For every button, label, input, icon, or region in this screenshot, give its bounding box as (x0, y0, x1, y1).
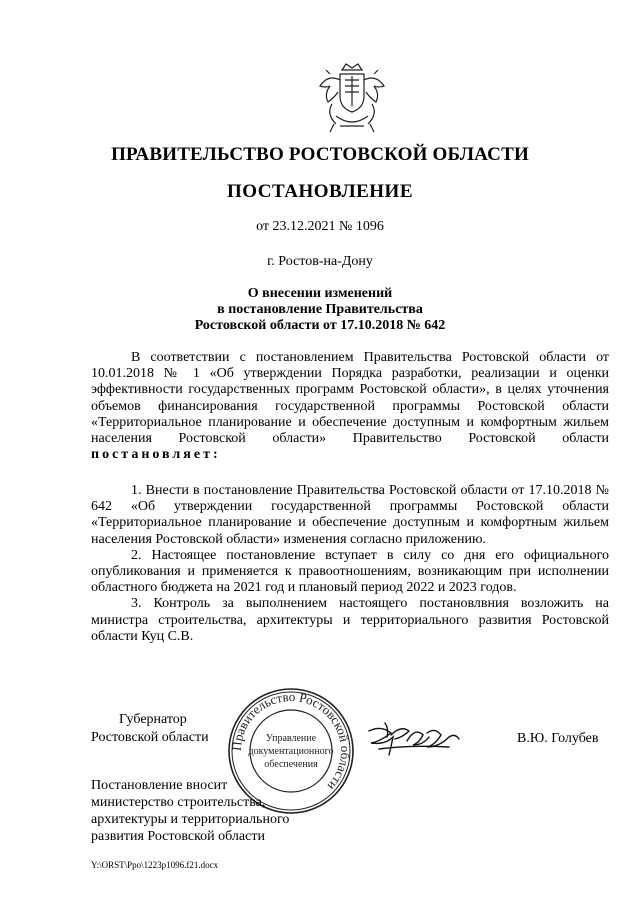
note-line: Постановление вносит (91, 778, 228, 793)
submitter-note (91, 777, 289, 845)
note-line: развития Ростовской области (91, 829, 265, 844)
resolution-item: 1. Внести в постановление Правительства Ростовской области от 17.10.2018 № 642 «Об утверждении государственной программы Ростовской области «Территориальное планирование и обеспечение доступным и комфортным жильем населения Ростовской области» изменения согласно приложению. (91, 483, 609, 547)
document-subject (0, 286, 640, 334)
signatory-name: В.Ю. Голубев (517, 731, 599, 746)
document-city: г. Ростов-на-Дону (267, 254, 373, 269)
stamp-ring-text: Правительство Ростовской области (228, 688, 354, 794)
signatory-region: Ростовской области (91, 730, 209, 745)
stamp-center-line: обеспечения (264, 759, 318, 770)
file-path: Y:\ORST\Ppo\1223p1096.f21.docx (91, 860, 219, 870)
note-line: министерство строительства, (91, 795, 266, 810)
subject-line: О внесении изменений (247, 286, 393, 301)
note-line: архитектуры и территориального (91, 812, 290, 827)
preamble (91, 350, 609, 463)
organization-title: ПРАВИТЕЛЬСТВО РОСТОВСКОЙ ОБЛАСТИ (111, 144, 529, 165)
decree-word: постановляет: (91, 447, 221, 463)
resolution-item: 2. Настоящее постановление вступает в силу со дня его официального опубликования и применяется к правоотношениям, возникающим при исполнении областного бюджета на 2021 год и плановый период 2022 и 2023 годов. (91, 547, 609, 596)
document-type: ПОСТАНОВЛЕНИЕ (226, 181, 414, 202)
preamble-text: В соответствии с постановлением Правительства Ростовской области от 10.01.2018 № 1 «Об утверждении Порядка разработки, реализации и оценки эффективности государственных программ Ростовской области», в целях уточнения объемов финансирования государственной программы Ростовской области «Территориальное планирование и обеспечение доступным и комфортным жильем населения Ростовской области» Правительство Ростовской области (91, 350, 609, 447)
stamp-center-line: документационного (248, 746, 334, 757)
stamp-center-line: Управление (265, 733, 317, 744)
subject-line: Ростовской области от 17.10.2018 № 642 (194, 318, 446, 333)
document-date-number: от 23.12.2021 № 1096 (256, 219, 384, 234)
signatory-role (91, 711, 209, 747)
resolution-item: 3. Контроль за выполнением настоящего постановлвния возложить на министра строительства, архитектуры и территориального развития Ростовской области Куц С.В. (91, 596, 609, 644)
handwritten-signature (365, 713, 475, 763)
coat-of-arms-icon (312, 58, 392, 138)
subject-line: в постановление Правительства (217, 302, 423, 317)
signatory-title: Губернатор (119, 712, 187, 727)
resolution-items (91, 483, 609, 645)
